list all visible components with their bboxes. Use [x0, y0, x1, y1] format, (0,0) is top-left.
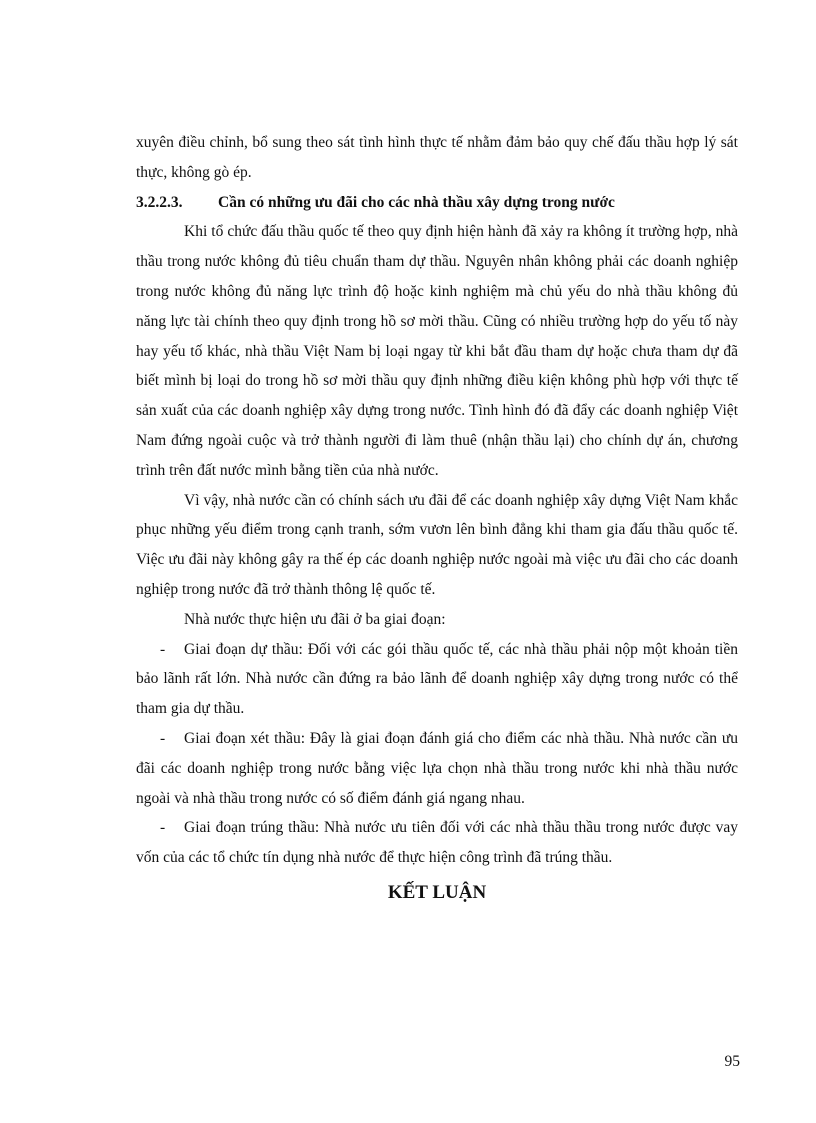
- continuation-paragraph: xuyên điều chỉnh, bổ sung theo sát tình hình thực tế nhằm đảm bảo quy chế đấu thầu hợp lý sát thực, không gò ép.: [136, 134, 738, 181]
- bullet-item: [136, 813, 738, 873]
- bullet-item: [136, 635, 738, 724]
- body-paragraph: Vì vậy, nhà nước cần có chính sách ưu đãi để các doanh nghiệp xây dựng Việt Nam khắc phục những yếu điểm trong cạnh tranh, sớm vươn lên bình đẳng khi tham gia đấu thầu quốc tế. Việc ưu đãi này không gây ra thế ép các doanh nghiệp nước ngoài mà việc ưu đãi cho các doanh nghiệp trong nước đã trở thành thông lệ quốc tế.: [136, 491, 738, 598]
- bullet-text: Giai đoạn dự thầu: Đối với các gói thầu quốc tế, các nhà thầu phải nộp một khoản tiền bảo lãnh rất lớn. Nhà nước cần đứng ra bảo lãnh để doanh nghiệp xây dựng trong nước có thể tham gia dự thầu.: [136, 640, 738, 718]
- section-number: 3.2.2.3.: [136, 193, 183, 211]
- bullet-text: Giai đoạn xét thầu: Đây là giai đoạn đánh giá cho điểm các nhà thầu. Nhà nước cần ưu đãi các doanh nghiệp trong nước bằng việc lựa chọn nhà thầu trong nước khi nhà thầu nước ngoài và nhà thầu trong nước có số điểm đánh giá ngang nhau.: [136, 729, 738, 807]
- bullet-marker: -: [160, 640, 166, 658]
- bullet-marker: -: [160, 819, 166, 837]
- body-paragraph: Khi tổ chức đấu thầu quốc tế theo quy định hiện hành đã xảy ra không ít trường hợp, nhà thầu trong nước không đủ tiêu chuẩn tham dự thầu. Nguyên nhân không phải các doanh nghiệp trong nước không đủ năng lực trình độ hoặc kinh nghiệm mà chủ yếu do nhà thầu không đủ năng lực tài chính theo quy định trong hồ sơ mời thầu. Cũng có nhiều trường hợp do yếu tố này hay yếu tố khác, nhà thầu Việt Nam bị loại ngay từ khi bắt đầu tham dự hoặc chưa tham dự đã biết mình bị loại do trong hồ sơ mời thầu quy định những điều kiện không phù hợp với thực tế sản xuất của các doanh nghiệp xây dựng trong nước. Tình hình đó đã đẩy các doanh nghiệp Việt Nam đứng ngoài cuộc và trở thành người đi làm thuê (nhận thầu lại) cho chính dự án, chương trình trên đất nước mình bằng tiền của nhà nước.: [136, 223, 738, 479]
- conclusion-heading: KẾT LUẬN: [387, 881, 487, 903]
- bullet-text: Giai đoạn trúng thầu: Nhà nước ưu tiên đối với các nhà thầu thầu trong nước được vay vốn của các tổ chức tín dụng nhà nước để thực hiện công trình đã trúng thầu.: [136, 819, 738, 867]
- page-number: 95: [724, 1053, 740, 1070]
- bullet-item: [136, 724, 738, 813]
- document-page: [136, 128, 738, 909]
- body-paragraph: Nhà nước thực hiện ưu đãi ở ba giai đoạn:: [184, 610, 446, 628]
- bullet-marker: -: [160, 729, 166, 747]
- section-heading: [136, 188, 738, 218]
- section-title: Cần có những ưu đãi cho các nhà thầu xây dựng trong nước: [218, 193, 615, 211]
